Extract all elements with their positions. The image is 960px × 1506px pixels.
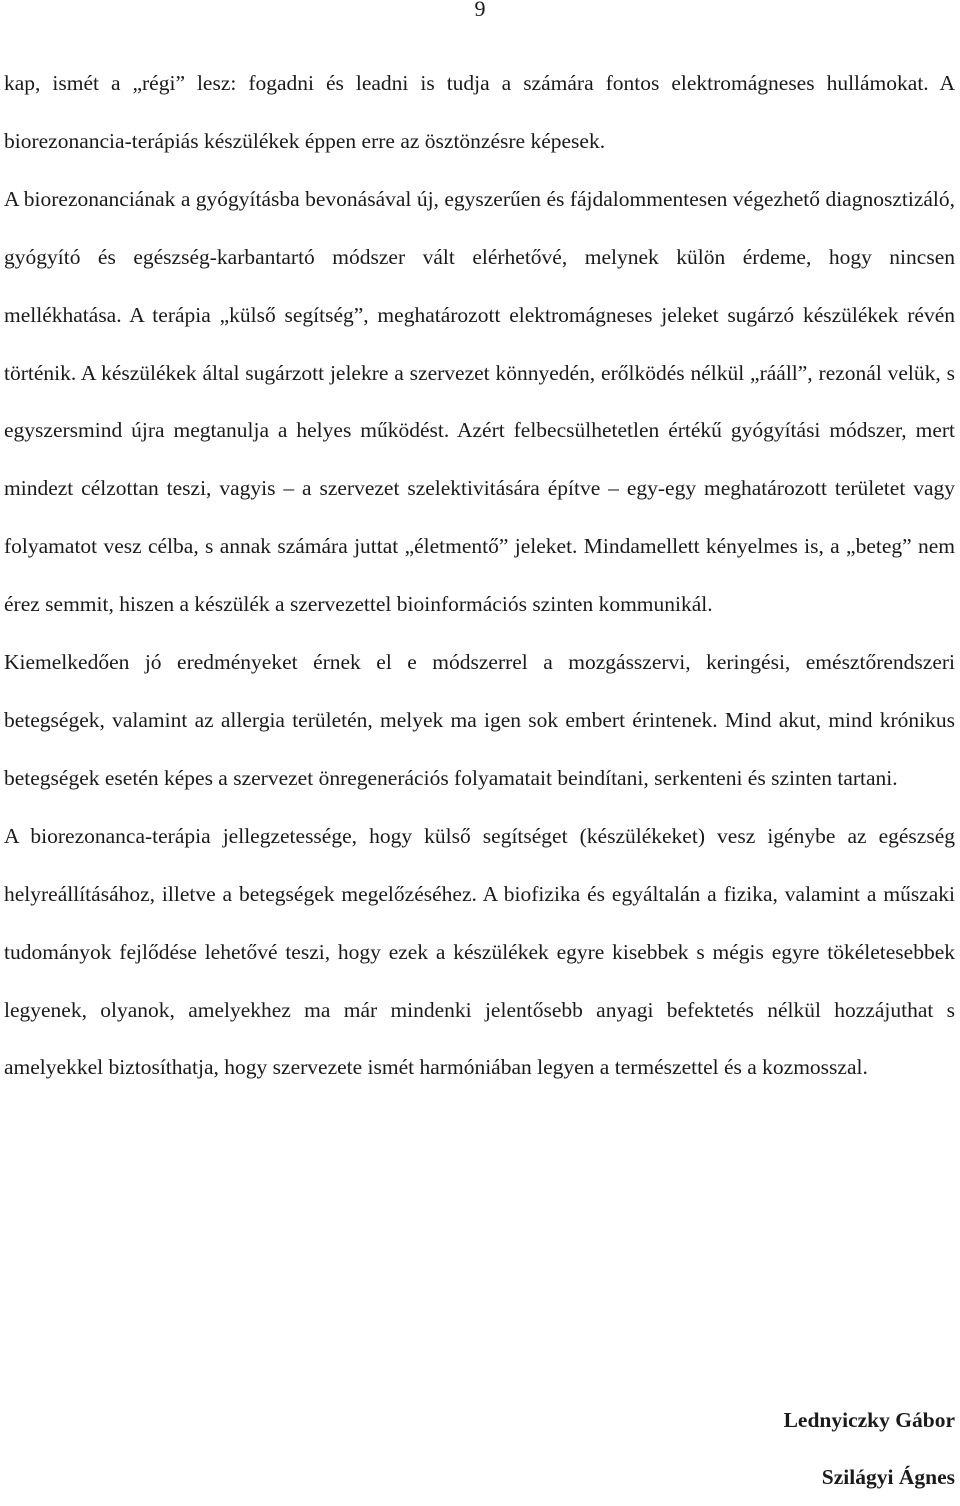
author-name: Szilágyi Ágnes — [821, 1465, 955, 1489]
author-name: Lednyiczky Gábor — [783, 1408, 955, 1432]
document-body — [4, 55, 955, 1097]
author-signatures — [784, 1392, 955, 1506]
page-number: 9 — [474, 0, 486, 21]
paragraph-4: A biorezonanca-terápia jellegzetessége, hogy külső segítséget (készülékeket) vesz igénybe az egészség helyreállításához, illetve a betegségek megelőzéséhez. A biofizika és egyáltalán a fizika, valamint a műszaki tudományok fejlődése lehetővé teszi, hogy ezek a készülékek egyre kisebbek s mégis egyre tökéletesebbek legyenek, olyanok, amelyekhez ma már mindenki jelentősebb anyagi befektetés nélkül hozzájuthat s amelyekkel biztosíthatja, hogy szervezete ismét harmóniában legyen a természettel és a kozmosszal. — [4, 823, 955, 1080]
paragraph-2: A biorezonanciának a gyógyításba bevonásával új, egyszerűen és fájdalommentesen végezhető diagnosztizáló, gyógyító és egészség-karbantartó módszer vált elérhetővé, melynek külön érdeme, hogy nincsen mellékhatása. A terápia „külső segítség”, meghatározott elektromágneses jeleket sugárzó készülékek révén történik. A készülékek által sugárzott jelekre a szervezet könnyedén, erőlködés nélkül „rááll”, rezonál velük, s egyszersmind újra megtanulja a helyes működést. Azért felbecsülhetetlen értékű gyógyítási módszer, mert mindezt célzottan teszi, vagyis – a szervezet szelektivitására építve – egy-egy meghatározott területet vagy folyamatot vesz célba, s annak számára juttat „életmentő” jeleket. Mindamellett kényelmes is, a „beteg” nem érez semmit, hiszen a készülék a szervezettel bioinformációs szinten kommunikál. — [4, 186, 955, 617]
paragraph-3: Kiemelkedően jó eredményeket érnek el e módszerrel a mozgásszervi, keringési, emésztőrendszeri betegségek, valamint az allergia területén, melyek ma igen sok embert érintenek. Mind akut, mind krónikus betegségek esetén képes a szervezet önregenerációs folyamatait beindítani, serkenteni és szinten tartani. — [4, 650, 955, 790]
paragraph-1: kap, ismét a „régi” lesz: fogadni és leadni is tudja a számára fontos elektromágneses hullámokat. A biorezonancia-terápiás készülékek éppen erre az ösztönzésre képesek. — [4, 71, 955, 153]
